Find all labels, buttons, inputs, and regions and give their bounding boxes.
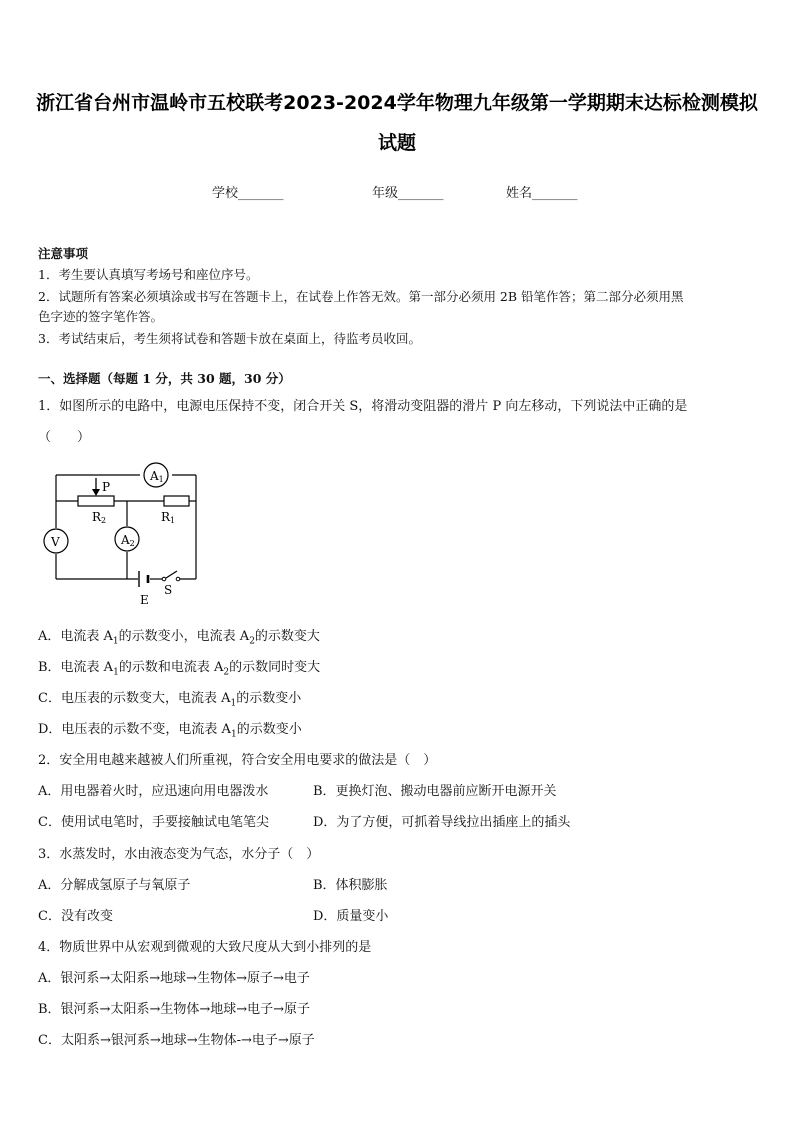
question-4-stem: 4．物质世界中从宏观到微观的大致尺度从大到小排列的是 bbox=[38, 940, 372, 955]
question-3-option-c: C．没有改变 bbox=[38, 909, 113, 924]
question-3-option-a: A．分解成氢原子与氧原子 bbox=[38, 878, 191, 893]
question-1-option-a: A．电流表 $A_1$的示数变小，电流表 $A_2$的示数变大 bbox=[38, 629, 320, 647]
grade-field: 年级_______ bbox=[372, 186, 444, 201]
ammeter-a1-label: A1 bbox=[150, 469, 164, 484]
exam-title: 浙江省台州市温岭市五校联考2023-2024学年物理九年级第一学期期末达标检测模拟 bbox=[36, 92, 758, 114]
notice-item-2: 2．试题所有答案必须填涂或书写在答题卡上，在试卷上作答无效。第一部分必须用 2B 铅笔作答；第二部分必须用黑 bbox=[38, 289, 684, 304]
school-field: 学校_______ bbox=[212, 186, 284, 201]
exam-title-continued: 试题 bbox=[377, 132, 416, 154]
question-4-option-a: A．银河系→太阳系→地球→生物体→原子→电子 bbox=[38, 971, 310, 986]
question-4-option-c: C．太阳系→银河系→地球→生物体-→电子→原子 bbox=[38, 1033, 315, 1048]
question-1-option-c: C．电压表的示数变大，电流表 $A_1$的示数变小 bbox=[38, 691, 302, 709]
question-1-paren: （ ） bbox=[38, 430, 91, 445]
battery-label: E bbox=[140, 593, 149, 607]
name-field: 姓名_______ bbox=[506, 186, 578, 201]
slider-arrow-icon bbox=[92, 489, 100, 496]
question-2-option-c: C．使用试电笔时，手要接触试电笔笔尖 bbox=[38, 815, 269, 830]
ammeter-a2-label: A2 bbox=[121, 533, 135, 548]
question-2-option-b: B．更换灯泡、搬动电器前应断开电源开关 bbox=[313, 784, 557, 799]
notice-heading: 注意事项 bbox=[38, 246, 89, 261]
question-1-option-b: B．电流表 $A_1$的示数和电流表 $A_2$的示数同时变大 bbox=[38, 660, 321, 678]
slider-label: P bbox=[102, 480, 111, 494]
question-2-option-d: D．为了方便，可抓着导线拉出插座上的插头 bbox=[313, 815, 571, 830]
section-heading: 一、选择题（每题 1 分，共 30 题，30 分） bbox=[38, 371, 291, 386]
question-2-stem: 2．安全用电越来越被人们所重视，符合安全用电要求的做法是（ ） bbox=[38, 753, 437, 768]
question-4-option-b: B．银河系→太阳系→生物体→地球→电子→原子 bbox=[38, 1002, 311, 1017]
resistor-r1-shape bbox=[164, 496, 189, 506]
notice-item-1: 1．考生要认真填写考场号和座位序号。 bbox=[38, 267, 259, 282]
notice-item-3: 3．考试结束后，考生须将试卷和答题卡放在桌面上，待监考员收回。 bbox=[38, 331, 421, 346]
resistor-r1-label: R1 bbox=[161, 510, 176, 525]
switch-label: S bbox=[164, 583, 173, 597]
notice-item-2-continued: 色字迹的签字笔作答。 bbox=[38, 309, 164, 324]
question-2-option-a: A．用电器着火时，应迅速向用电器泼水 bbox=[38, 784, 269, 799]
circuit-diagram bbox=[36, 458, 216, 610]
question-1-stem: 1．如图所示的电路中，电源电压保持不变，闭合开关 S，将滑动变阻器的滑片 P 向左移动，下列说法中正确的是 bbox=[38, 399, 688, 414]
question-3-option-b: B．体积膨胀 bbox=[313, 878, 388, 893]
resistor-r2-label: R2 bbox=[92, 510, 107, 525]
question-3-stem: 3．水蒸发时，水由液态变为气态，水分子（ ） bbox=[38, 847, 320, 862]
question-1-option-d: D．电压表的示数不变，电流表 $A_1$的示数变小 bbox=[38, 722, 302, 740]
question-3-option-d: D．质量变小 bbox=[313, 909, 389, 924]
voltmeter-label: V bbox=[51, 535, 60, 549]
resistor-r2-shape bbox=[78, 496, 114, 506]
